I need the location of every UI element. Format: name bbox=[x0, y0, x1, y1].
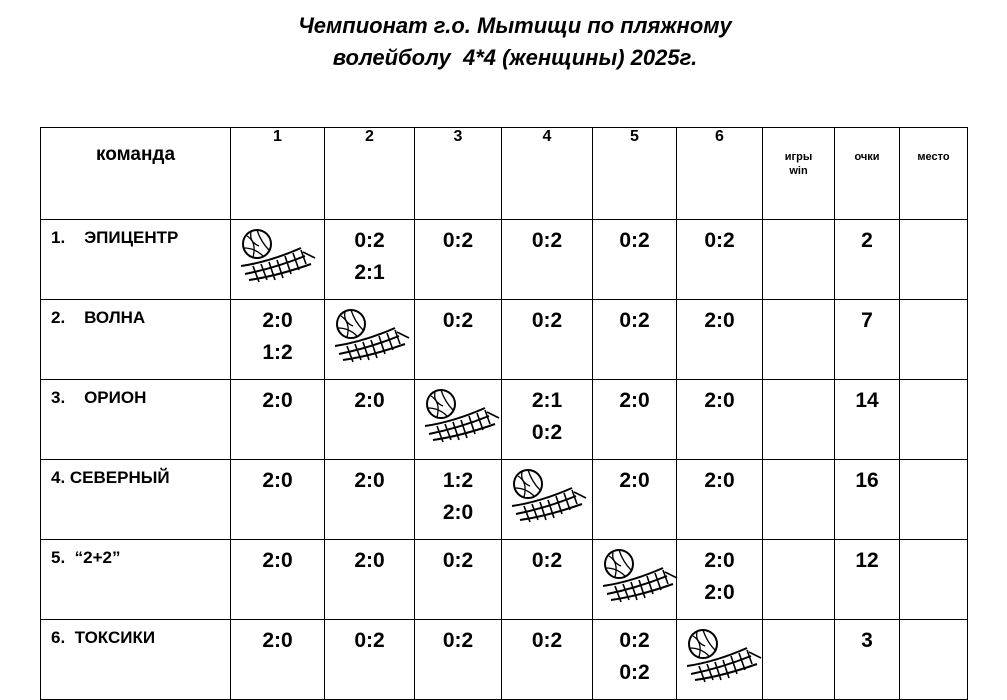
games-cell bbox=[763, 300, 835, 380]
score-cell bbox=[677, 540, 763, 620]
score-value: 0:2 bbox=[619, 309, 650, 332]
diagonal-cell bbox=[415, 380, 502, 460]
score-value: 0:2 bbox=[354, 229, 385, 252]
header-col-2: 2 bbox=[325, 128, 415, 220]
score-cell bbox=[415, 620, 502, 700]
header-col-3: 3 bbox=[415, 128, 502, 220]
volleyball-icon bbox=[239, 228, 319, 286]
score-value: 0:2 bbox=[619, 229, 650, 252]
score-value: 0:2 bbox=[531, 309, 563, 332]
games-cell bbox=[763, 220, 835, 300]
title-line-1: Чемпионат г.о. Мытищи по пляжному bbox=[298, 13, 732, 38]
score-value: 2:1 bbox=[354, 261, 385, 284]
points-cell: 14 bbox=[835, 380, 900, 460]
score-cell bbox=[593, 220, 677, 300]
score-value: 0:2 bbox=[442, 549, 474, 572]
score-value: 0:2 bbox=[442, 629, 474, 652]
header-col-1: 1 bbox=[231, 128, 325, 220]
score-value: 2:0 bbox=[704, 389, 735, 412]
volleyball-icon bbox=[685, 628, 765, 686]
page-title bbox=[0, 10, 1007, 74]
score-cell bbox=[325, 380, 415, 460]
place-cell bbox=[900, 460, 968, 540]
score-cell bbox=[593, 620, 677, 700]
diagonal-cell bbox=[677, 620, 763, 700]
table-row bbox=[41, 380, 968, 460]
score-cell bbox=[325, 540, 415, 620]
diagonal-cell bbox=[502, 460, 593, 540]
header-games bbox=[763, 128, 835, 220]
header-games-line1: игры bbox=[784, 151, 813, 163]
table-row bbox=[41, 300, 968, 380]
score-value: 2:0 bbox=[354, 469, 385, 492]
diagonal-cell bbox=[231, 220, 325, 300]
team-name: 2. ВОЛНА bbox=[41, 300, 231, 380]
games-cell bbox=[763, 460, 835, 540]
games-cell bbox=[763, 380, 835, 460]
team-name: 1. ЭПИЦЕНТР bbox=[41, 220, 231, 300]
score-value: 0:2 bbox=[442, 229, 474, 252]
score-value: 2:0 bbox=[619, 389, 650, 412]
score-value: 2:0 bbox=[442, 501, 474, 524]
place-cell bbox=[900, 380, 968, 460]
games-cell bbox=[763, 540, 835, 620]
score-value: 2:0 bbox=[619, 469, 650, 492]
header-points: очки bbox=[835, 128, 900, 220]
header-place: место bbox=[900, 128, 968, 220]
score-cell bbox=[415, 460, 502, 540]
header-col-4: 4 bbox=[502, 128, 593, 220]
score-value: 2:0 bbox=[262, 389, 293, 412]
points-cell: 7 bbox=[835, 300, 900, 380]
score-cell bbox=[231, 460, 325, 540]
score-cell bbox=[231, 300, 325, 380]
header-team: команда bbox=[41, 128, 231, 220]
score-value: 0:2 bbox=[354, 629, 385, 652]
points-cell: 12 bbox=[835, 540, 900, 620]
score-cell bbox=[593, 300, 677, 380]
score-value: 0:2 bbox=[531, 229, 563, 252]
diagonal-cell bbox=[325, 300, 415, 380]
points-cell: 16 bbox=[835, 460, 900, 540]
score-value: 2:0 bbox=[262, 309, 293, 332]
score-value: 1:2 bbox=[442, 469, 474, 492]
table-row bbox=[41, 220, 968, 300]
score-value: 2:0 bbox=[704, 309, 735, 332]
team-name: 3. ОРИОН bbox=[41, 380, 231, 460]
games-cell bbox=[763, 620, 835, 700]
score-cell bbox=[677, 220, 763, 300]
table-row bbox=[41, 540, 968, 620]
score-value: 2:0 bbox=[704, 581, 735, 604]
volleyball-icon bbox=[601, 548, 681, 606]
score-cell bbox=[502, 540, 593, 620]
score-value: 2:0 bbox=[704, 469, 735, 492]
points-cell: 3 bbox=[835, 620, 900, 700]
table-row bbox=[41, 620, 968, 700]
score-value: 2:1 bbox=[531, 389, 563, 412]
volleyball-icon bbox=[510, 468, 590, 526]
team-name: 5. “2+2” bbox=[41, 540, 231, 620]
team-name: 6. ТОКСИКИ bbox=[41, 620, 231, 700]
header-row bbox=[41, 128, 968, 220]
score-cell bbox=[677, 300, 763, 380]
score-value: 2:0 bbox=[354, 389, 385, 412]
score-cell bbox=[502, 220, 593, 300]
score-value: 2:0 bbox=[704, 549, 735, 572]
score-value: 0:2 bbox=[619, 661, 650, 684]
title-line-2: волейболу 4*4 (женщины) 2025г. bbox=[332, 45, 698, 70]
score-value: 2:0 bbox=[354, 549, 385, 572]
place-cell bbox=[900, 620, 968, 700]
volleyball-icon bbox=[333, 308, 413, 366]
header-col-6: 6 bbox=[677, 128, 763, 220]
score-cell bbox=[325, 620, 415, 700]
score-value: 0:2 bbox=[619, 629, 650, 652]
header-col-5: 5 bbox=[593, 128, 677, 220]
place-cell bbox=[900, 540, 968, 620]
score-cell bbox=[231, 540, 325, 620]
score-cell bbox=[231, 620, 325, 700]
score-value: 2:0 bbox=[262, 629, 293, 652]
score-cell bbox=[415, 540, 502, 620]
volleyball-icon bbox=[423, 388, 503, 446]
score-cell bbox=[325, 220, 415, 300]
score-value: 0:2 bbox=[531, 629, 563, 652]
score-cell bbox=[231, 380, 325, 460]
place-cell bbox=[900, 220, 968, 300]
score-value: 2:0 bbox=[262, 549, 293, 572]
standings-table bbox=[40, 127, 968, 700]
score-cell bbox=[677, 380, 763, 460]
score-value: 2:0 bbox=[262, 469, 293, 492]
score-value: 0:2 bbox=[531, 421, 563, 444]
score-value: 0:2 bbox=[442, 309, 474, 332]
score-cell bbox=[325, 460, 415, 540]
score-value: 1:2 bbox=[262, 341, 293, 364]
score-value: 0:2 bbox=[531, 549, 563, 572]
score-cell bbox=[502, 300, 593, 380]
table-row bbox=[41, 460, 968, 540]
score-cell bbox=[415, 220, 502, 300]
score-cell bbox=[502, 620, 593, 700]
points-cell: 2 bbox=[835, 220, 900, 300]
score-cell bbox=[415, 300, 502, 380]
score-value: 0:2 bbox=[704, 229, 735, 252]
team-name: 4. СЕВЕРНЫЙ bbox=[41, 460, 231, 540]
header-games-line2: win bbox=[789, 165, 808, 177]
score-cell bbox=[593, 380, 677, 460]
score-cell bbox=[677, 460, 763, 540]
place-cell bbox=[900, 300, 968, 380]
score-cell bbox=[502, 380, 593, 460]
diagonal-cell bbox=[593, 540, 677, 620]
score-cell bbox=[593, 460, 677, 540]
